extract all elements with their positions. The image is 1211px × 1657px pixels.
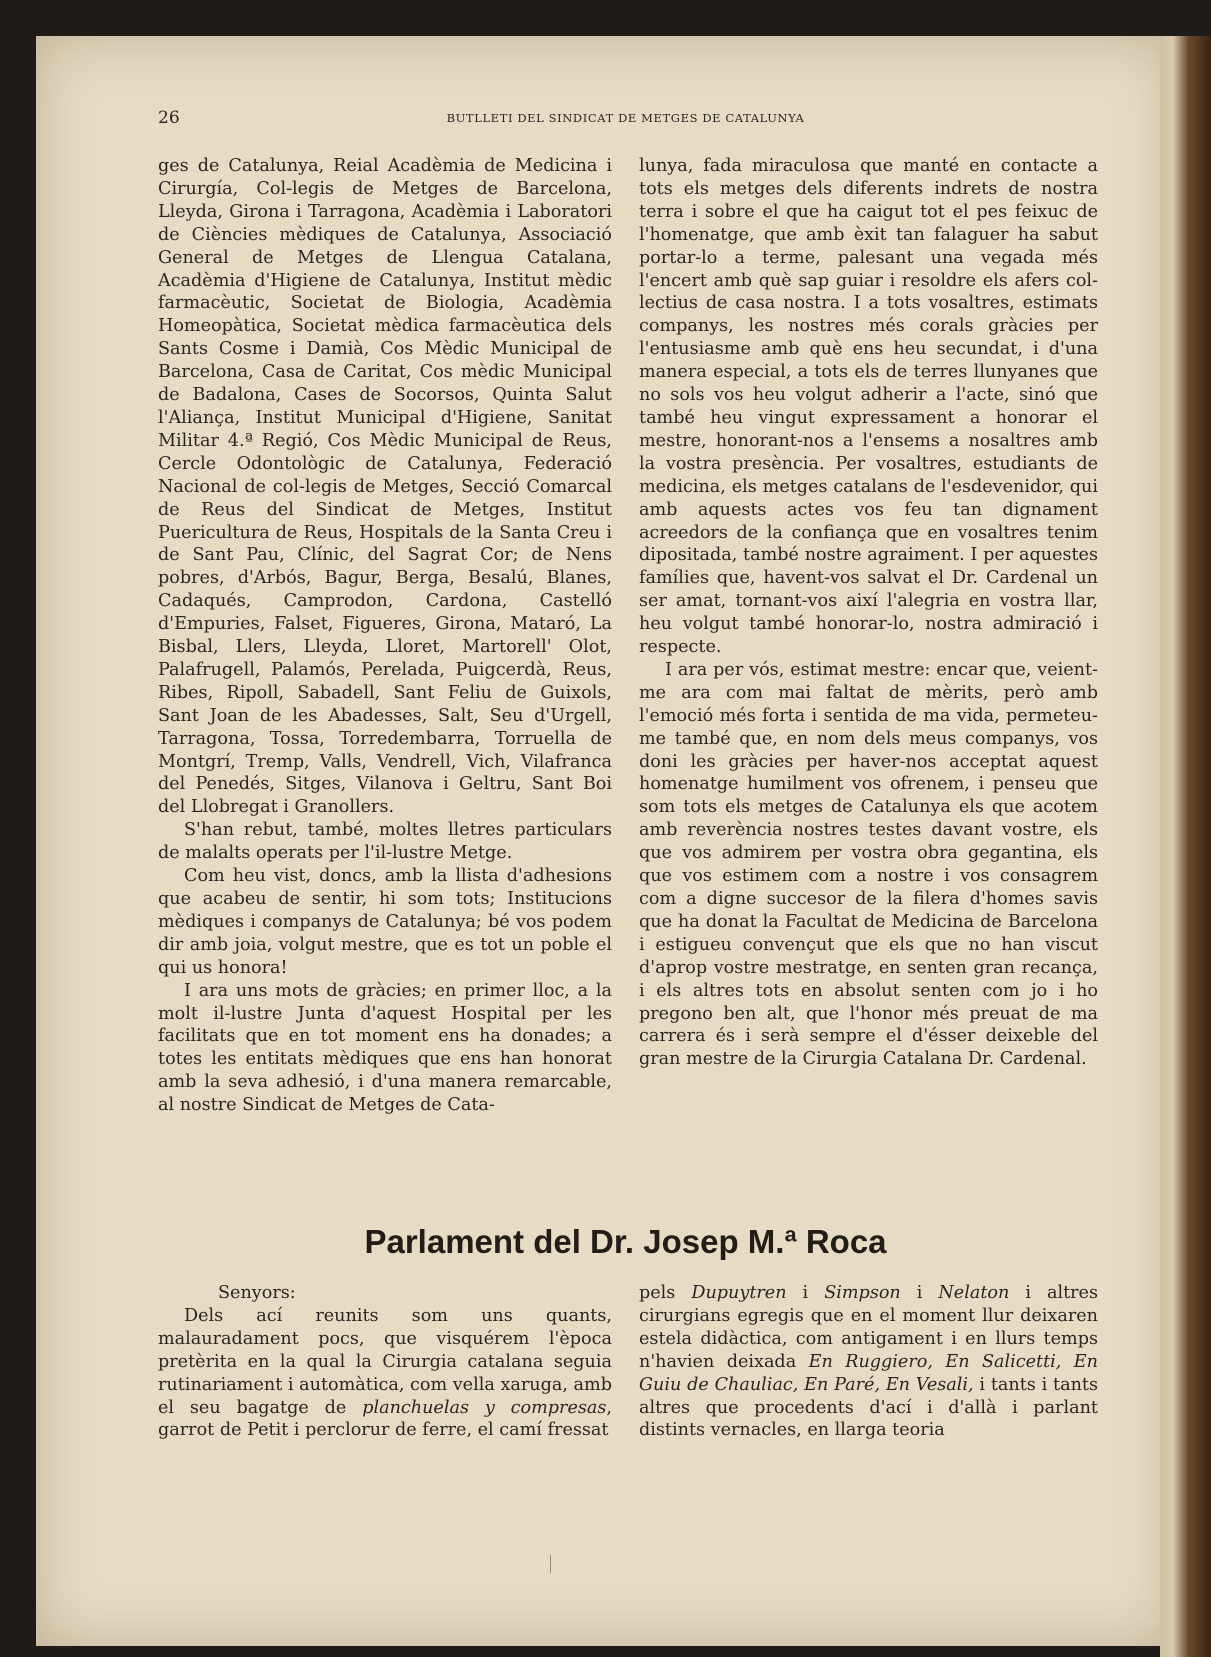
surgeon-name: Dupuytren — [691, 1283, 787, 1303]
speech-text: i — [900, 1283, 939, 1303]
page-edge — [1160, 36, 1211, 1657]
section-title: Parlament del Dr. Josep M.ª Roca — [364, 1223, 887, 1260]
surgeon-name: Nelaton — [938, 1283, 1010, 1303]
paragraph-all-here: Com heu vist, doncs, amb la llista d'adhesions que acabeu de sentir, hi som tots; Institucions mèdiques i companys de Catalunya; bé vos podem dir amb joia, volgut mestre, que es tot un poble el qui us honora! — [158, 866, 612, 978]
paragraph-sindicat: lunya, fada miraculosa que manté en contacte a tots els metges dels diferents indrets de nostra terra i sobre el que ha caigut tot el pes feixuc de l'homenatge, que amb èxit tan falaguer ha sabut portar-lo a terme, palesant una vegada més l'encert amb què sap guiar i resoldre els afers col-lectius de casa nostra. I a tots vosaltres, estimats companys, les nostres més corals gràcies per l'entusiasme amb què ens heu secundat, i d'una manera especial, a tots els de terres llunyanes que no sols vos heu volgut adherir a l'acte, sinó que també heu vingut expressament a honorar el mestre, honorant-nos a l'ensems a nosaltres amb la vostra presència. Per vosaltres, estudiants de medicina, els metges catalans de l'esdevenidor, qui amb aquests actes vos feu tan dignament acreedors de la confiança que en vosaltres tenim dipositada, també nostre agraiment. I per aquestes famílies que, havent-vos salvat el Dr. Cardenal un ser amat, tornant-vos així l'alegria en vostra llar, heu volgut també honorar-lo, nostra admiració i respecte. — [639, 156, 1098, 658]
running-head: BUTLLETI DEL SINDICAT DE METGES DE CATALUNYA — [446, 111, 805, 125]
paragraph-letters: S'han rebut, també, moltes lletres particulars de malalts operats per l'il-lustre Metge. — [158, 820, 612, 864]
paragraph-adhesions-list: ges de Catalunya, Reial Acadèmia de Medicina i Cirurgía, Col-legis de Metges de Barcelona, Lleyda, Girona i Tarragona, Acadèmia i Laboratori de Ciències mèdiques de Catalunya, Associació General de Metges de Llengua Catalana, Acadèmia d'Higiene de Catalunya, Institut mèdic farmacèutic, Societat de Biologia, Acadèmia Homeopàtica, Societat mèdica farmacèutica dels Sants Cosme i Damià, Cos Mèdic Municipal de Barcelona, Casa de Caritat, Cos mèdic Municipal de Badalona, Cases de Socorsos, Quinta Salut l'Aliança, Institut Municipal d'Higiene, Sanitat Militar 4.ª Regió, Cos Mèdic Municipal de Reus, Cercle Odontològic de Catalunya, Federació Nacional de col-legis de Metges, Secció Comarcal de Reus del Sindicat de Metges, Institut Puericultura de Reus, Hospitals de la Santa Creu i de Sant Pau, Clínic, del Sagrat Cor; de Nens pobres, d'Arbós, Bagur, Berga, Besalú, Blanes, Cadaqués, Camprodon, Cardona, Castelló d'Empuries, Falset, Figueres, Girona, Mataró, La Bisbal, Llers, Lleyda, Lloret, Martorell' Olot, Palafrugell, Palamós, Perelada, Puigcerdà, Reus, Ribes, Ripoll, Sabadell, Sant Feliu de Guixols, Sant Joan de les Abadesses, Salt, Seu d'Urgell, Tarragona, Tossa, Torredembarra, Torruella de Montgrí, Tremp, Valls, Vendrell, Vich, Vilafranca del Penedés, Sitges, Vilanova i Geltru, Sant Boi del Llobregat i Granollers. — [158, 156, 612, 818]
paragraph-thanks: I ara uns mots de gràcies; en primer lloc, a la molt il-lustre Junta d'aquest Hospital per les facilitats que en tot moment ens ha donades; a totes les entitats mèdiques que ens han honorat amb la seva adhesió, i d'una manera remarcable, al nostre Sindicat de Metges de Cata- — [158, 980, 612, 1116]
italic-phrase: planchuelas y compresas — [362, 1397, 607, 1418]
surgeon-names-list: En Ruggiero, En Salicetti, En Guiu de Chauliac, En Paré, En Vesali, — [639, 1351, 1098, 1395]
surgeon-name: Simpson — [824, 1283, 901, 1303]
right-column-top — [639, 155, 1098, 1071]
speech-text: pels — [639, 1283, 692, 1303]
salutation: Senyors: — [218, 1283, 296, 1303]
speech-text: i tants i tants altres que procedents d'ací i d'allà i parlant distints vernacles, en llarga teoria — [639, 1374, 1098, 1441]
page-header — [158, 108, 1093, 128]
speech-text: Dels ací reunits som uns quants, malauradament pocs, que visquérem l'època pretèrita en la qual la Cirurgia catalana seguia rutinariament i automàtica, com vella xaruga, amb el seu bagatge de — [158, 1305, 612, 1418]
speech-text: i — [786, 1283, 825, 1303]
print-mark — [550, 1555, 551, 1573]
paragraph-master: I ara per vós, estimat mestre: encar que, veient-me ara com mai faltat de mèrits, però amb l'emoció més forta i sentida de ma vida, permeteu-me també que, en nom dels meus companys, vos doni les gràcies per haver-nos acceptat aquest homenatge humilment vos ofrenem, i penseu que som tots els metges de Catalunya els que acotem amb reverència nostres testes davant vostre, els que vos admirem per vostra obra gegantina, els que vos estimem com a nostre i vos consagrem com a digne succesor de la filera d'homes savis que ha donat la Facultat de Medicina de Barcelona i estigueu convençut que els que no han viscut d'aprop vostre mestratge, en senten gran recança, i els altres tots en absolut senten com jo i ho pregono ben alt, que l'honor més preuat de ma carrera és i serà sempre el d'ésser deixeble del gran mestre de la Cirurgia Catalana Dr. Cardenal. — [639, 659, 1098, 1070]
left-column-top — [158, 155, 612, 1117]
paragraph-surgeons — [639, 1282, 1098, 1442]
right-column-bottom — [639, 1282, 1098, 1442]
paragraph-speech-opening — [158, 1305, 612, 1442]
speech-text: , garrot de Petit i perclorur de ferre, el camí fressat — [158, 1397, 612, 1441]
page-number: 26 — [158, 108, 180, 128]
speech-text: i altres cirurgians egregis que en el moment llur deixaren estela didàctica, com antigament i en llurs temps n'havien deixada — [639, 1283, 1098, 1372]
left-column-bottom — [158, 1282, 612, 1442]
